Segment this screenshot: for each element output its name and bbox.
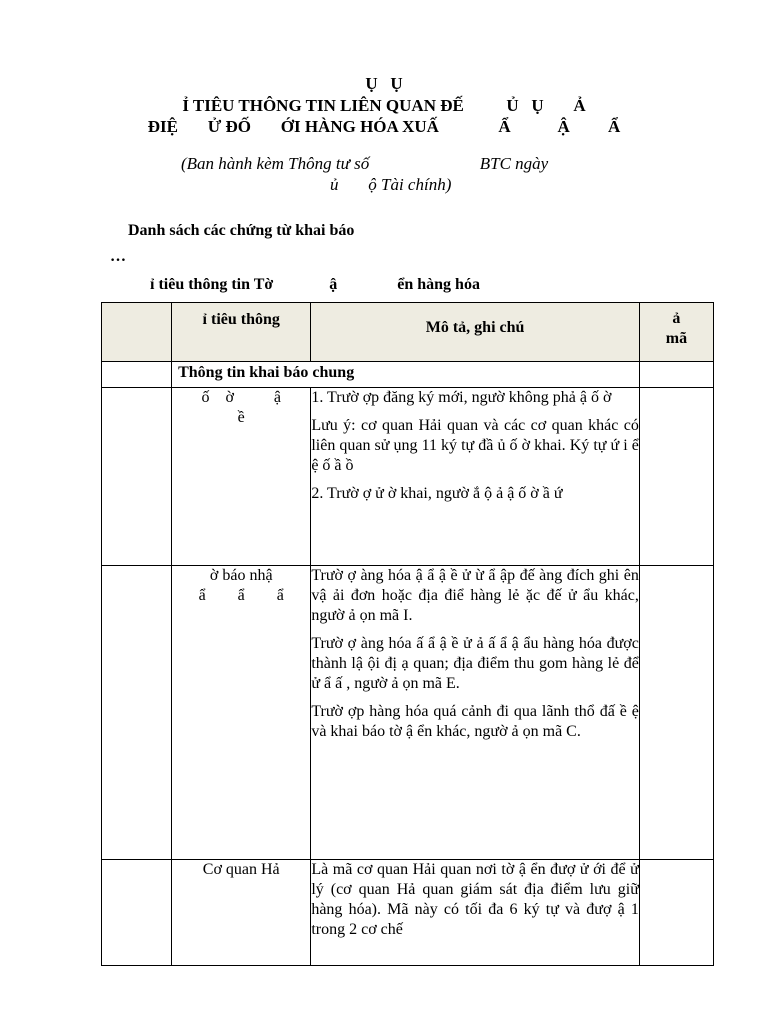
row1-name-line2: ề <box>237 409 245 426</box>
header-desc-label: Mô tả, ghi chú <box>425 319 525 336</box>
row2-name-line2: ẩ ẩ ẩ <box>198 587 284 604</box>
header-cell-name <box>172 303 311 362</box>
issued-note-line1: (Ban hành kèm Thông tư số BTC ngày <box>181 154 549 173</box>
row1-desc-p3: 2. Trườ ợ ử ờ khai, ngườ ắ ộ ả ậ ố ờ ầ ứ <box>311 485 563 502</box>
doc-header-line1: Ụ Ụ <box>365 74 403 93</box>
row3-name-cell <box>172 860 311 966</box>
row2-name-line1: ờ báo nhậ <box>209 567 273 584</box>
header-cell-code <box>639 303 713 362</box>
issued-note-line2: ủ ộ Tài chính) <box>330 175 452 194</box>
ellipsis: … <box>110 248 126 265</box>
indicator-table <box>101 302 714 966</box>
table-row <box>102 860 714 966</box>
header-code-label-2: mã <box>665 330 688 347</box>
row1-desc-p1: 1. Trườ ợp đăng ký mới, ngườ không phả ậ ố ờ <box>311 389 612 406</box>
row1-desc-cell <box>311 388 640 566</box>
header-cell-empty <box>102 303 172 362</box>
row3-desc-p1: Là mã cơ quan Hải quan nơi tờ ậ ển đượ ử ới để ử lý (cơ quan Hả quan giám sát địa điểm lưu giữ hàng hóa). Mã này có tối đa 6 ký tự và đượ ậ 1 trong 2 cơ chế <box>311 861 639 938</box>
row3-name-line1: Cơ quan Hả <box>202 861 280 878</box>
table-row <box>102 566 714 860</box>
header-code-label-1: ả <box>672 310 681 327</box>
group-label: Thông tin khai báo chung <box>178 364 355 381</box>
row2-desc-p2: Trườ ợ àng hóa ấ ẩ ậ ề ử ả ấ ẩ ậ ẩu hàng hóa được thành lậ ội đị ạ quan; địa điểm thu gom hàng lẻ để ử ẩ ấ , ngườ ả ọn mã E. <box>311 635 639 692</box>
list-title: Danh sách các chứng từ khai báo <box>128 222 355 239</box>
table-header-row <box>102 303 714 362</box>
row1-name-cell <box>172 388 311 566</box>
doc-header-line3: ĐIỆ Ử ĐỐ ỚI HÀNG HÓA XUẤ Ẩ Ậ Ẩ <box>147 117 621 136</box>
row2-desc-cell <box>311 566 640 860</box>
header-cell-desc <box>311 303 640 362</box>
row2-desc-p1: Trườ ợ àng hóa ậ ẩ ậ ề ử ừ ẩ ập đế àng đích ghi ên vậ ải đơn hoặc địa điể hàng lẻ ặc đế ử ẩu khác, ngườ ả ọn mã I. <box>311 567 639 624</box>
row2-desc-p3: Trườ ợp hàng hóa quá cảnh đi qua lãnh thổ đấ ề ệ và khai báo tờ ậ ển khác, ngườ ả ọn mã C. <box>311 703 639 740</box>
row2-name-cell <box>172 566 311 860</box>
row1-name-line1: ố ờ ậ <box>201 389 281 406</box>
table-group-row <box>102 362 714 388</box>
row1-desc-p2: Lưu ý: cơ quan Hải quan và các cơ quan khác có liên quan sử ụng 11 ký tự đầ ủ ố ờ khai. Ký tự ứ i ể ệ ố ầ ồ <box>311 417 639 474</box>
table-row <box>102 388 714 566</box>
row3-desc-cell <box>311 860 640 966</box>
header-name-label: ỉ tiêu thông <box>202 311 280 328</box>
doc-header-line2: Ỉ TIÊU THÔNG TIN LIÊN QUAN ĐẾ Ủ Ụ Ả <box>182 96 586 115</box>
table-title: ỉ tiêu thông tin Tờ ậ ển hàng hóa <box>150 276 480 293</box>
